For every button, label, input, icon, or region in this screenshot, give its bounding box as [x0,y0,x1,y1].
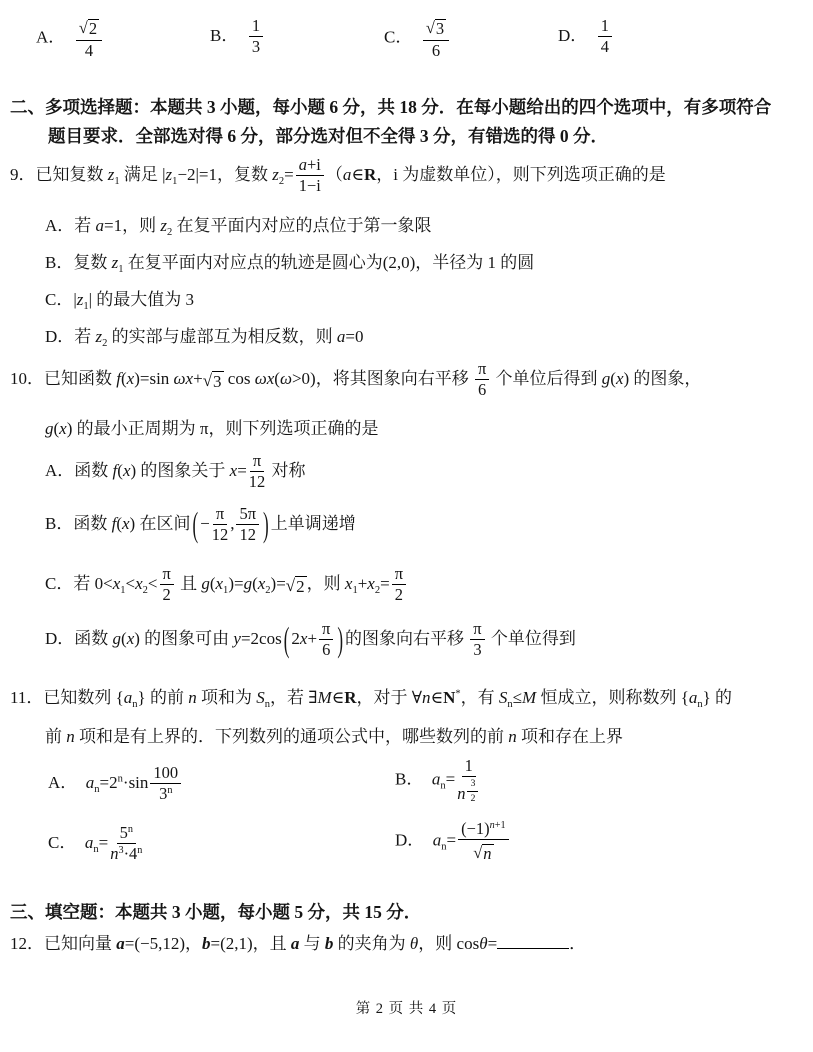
question9-option-a [45,214,432,239]
text-segment: B．函数 [45,513,112,533]
math-set-symbol: R [344,688,357,707]
text-segment: B．复数 [45,253,112,272]
math-set-symbol: R [363,164,377,184]
text-segment: π [252,451,262,470]
math-variable: z [272,164,279,184]
subscript: 1 [223,585,229,597]
text-segment: = [446,830,457,850]
math-variable: S [256,688,265,707]
text-segment: C．若 0< [45,573,113,593]
math-variable: ωx [173,368,194,388]
text-segment: 与 [299,933,325,953]
math-variable: z [111,253,119,272]
math-variable: f [116,368,121,388]
text-segment: B． [210,25,247,45]
math-fraction [296,156,324,196]
text-segment: 的夹角为 [333,933,410,953]
math-fraction [598,17,612,57]
big-paren: ( [283,620,290,660]
math-variable: x [59,419,67,438]
superscript: n [137,845,143,857]
text-segment: C． [48,832,85,852]
text-segment: 对称 [267,460,306,480]
math-fraction [423,17,449,60]
text-segment: +i [307,155,321,174]
subscript: n [93,844,99,856]
text-segment: 1 [464,756,473,775]
math-variable: n [489,819,495,831]
math-variable: x [367,573,375,593]
text-segment: ( [116,513,122,533]
text-segment: + [193,368,203,388]
question11-option-a [48,764,183,804]
subscript: 2 [278,176,285,188]
text-segment: A．函数 [45,460,113,480]
math-variable: z [76,290,84,309]
subscript: 1 [172,176,178,188]
subscript: n [507,699,513,711]
text-segment: ( [209,573,216,593]
math-variable: a [85,772,95,792]
question10-option-a [45,452,306,492]
subscript: n [132,699,138,711]
text-segment: ·sin [122,772,149,792]
subscript: 2 [374,585,381,597]
section3-header: 三、填空题：本题共 3 小题，每小题 5 分，共 15 分． [10,902,422,922]
text-segment: ，i 为虚数单位），则下列选项正确的是 [376,164,666,184]
question9-stem [10,156,666,196]
text-segment: 1 [251,16,261,35]
text-segment: D．若 [45,327,96,346]
math-variable: g [112,628,122,648]
vector-symbol: b [202,933,211,953]
text-segment: C． [384,27,421,47]
math-variable: a [84,832,94,852]
text-segment: 5π [239,504,257,523]
math-variable: a [123,688,133,707]
text-segment: 100 [153,763,179,782]
text-segment: 6 [478,380,487,400]
question9-option-c [45,288,194,313]
text-segment: ) 的最小正周期为 π，则下列选项正确的是 [66,419,379,438]
vector-symbol: a [116,933,125,953]
question10-option-c [45,565,408,605]
text-segment: ) 的图象， [623,368,702,388]
text-segment: 项和为 [196,688,257,707]
math-variable: x [112,573,121,593]
text-segment: =(−5,12)， [124,933,202,953]
text-segment: 3 [470,778,476,790]
text-segment: (−1) [461,819,490,838]
sqrt-radical: √ 3 [202,371,222,392]
text-segment: 2 [291,628,300,648]
text-segment: )=sin [134,368,174,388]
math-variable: x [615,368,624,388]
math-variable: n [110,844,119,864]
text-segment: ( [610,368,616,388]
text-segment: C．| [45,290,77,309]
math-variable: a [298,155,307,174]
text-segment: ，对于 ∀ [356,688,423,707]
text-segment: A． [48,772,86,792]
text-segment: 4 [84,40,94,60]
sqrt-radical: √ 3 [425,18,445,39]
text-segment: A． [36,27,74,47]
text-segment: 个单位后得到 [491,368,602,388]
question10-option-d [45,620,576,660]
text-segment: 且 [175,573,202,593]
math-variable: x [215,573,224,593]
math-variable: n [188,688,197,707]
text-segment: =1，则 [104,216,161,235]
math-variable: ωx [254,368,275,388]
subscript: n [94,784,100,796]
text-segment: ≤ [512,688,523,707]
text-segment: D． [395,830,433,850]
math-variable: z [95,327,103,346]
text-segment: 2 [88,19,98,39]
section2-header-line1: 二、多项选择题：本题共 3 小题，每小题 6 分，共 18 分．在每小题给出的四个选项中，有多项符合 [10,97,772,117]
math-fraction [76,17,102,60]
question9-option-d [45,325,364,350]
text-segment: 在复平面内对应点的轨迹是圆心为(2,0)，半径为 1 的圆 [123,253,535,272]
math-variable: S [498,688,508,707]
math-variable: θ [409,933,419,953]
question8-option-d [558,17,614,57]
math-fraction [467,778,478,803]
math-variable: a [431,769,441,789]
subscript: 1 [120,585,126,597]
text-segment: ( [117,460,123,480]
text-segment: D． [558,25,596,45]
sqrt-radical: √ 2 [78,18,98,39]
math-variable: z [107,164,115,184]
question11-option-d [395,820,511,863]
math-fraction [150,764,181,804]
question8-option-a [36,17,104,60]
sqrt-radical: √ 2 [285,576,305,597]
question9-option-b [45,251,534,276]
math-fraction [457,757,480,804]
text-segment: = [237,460,247,480]
math-variable: x [299,628,308,648]
math-variable: x [122,513,130,533]
big-paren: ) [263,505,269,545]
text-segment: π [322,619,331,638]
text-segment: =0 [345,327,364,346]
text-segment: ，则 [306,573,345,593]
subscript: n [264,699,270,711]
text-segment: π [215,504,225,523]
text-segment: ·4 [123,844,138,864]
question11-option-b [395,757,482,804]
subscript: n [440,780,446,792]
math-variable: g [243,573,253,593]
subscript: 1 [118,264,124,276]
text-segment: ∈ [351,164,364,184]
text-segment: = [445,769,456,789]
text-segment: 满足 | [119,164,166,184]
text-segment: + [357,573,368,593]
big-paren: ( [192,505,199,545]
text-segment: =2 [99,772,118,792]
subscript: n [441,841,447,853]
text-segment: ( [252,573,258,593]
text-segment: < [147,573,158,593]
text-segment: （ [325,164,343,184]
math-variable: f [111,513,117,533]
text-segment: ，若 ∃ [269,688,318,707]
question10-stem-line2 [45,417,378,442]
text-segment: 在复平面内对应的点位于第一象限 [172,216,432,235]
page-footer: 第 2 页 共 4 页 [355,1001,458,1017]
text-segment: = [380,573,390,593]
text-segment: 上单调递增 [270,513,356,533]
text-segment: 前 [45,727,67,746]
text-segment: −2|=1，复数 [177,164,273,184]
math-variable: g [45,419,54,438]
math-fraction [392,565,406,605]
question12-stem [10,930,586,956]
superscript: n [117,773,123,785]
text-segment: 3 [435,19,445,39]
text-segment: 2 [470,792,476,804]
vector-symbol: a [290,933,300,953]
text-segment: + [307,628,318,648]
text-segment: 3 [159,784,168,804]
text-segment: π [477,359,487,378]
text-segment: 12 [211,525,229,545]
text-segment: 11．已知数列 { [10,688,124,707]
text-segment: =2cos [240,628,282,648]
text-segment: B． [395,769,432,789]
text-segment: 项和存在上界 [516,727,623,746]
math-variable: g [601,368,611,388]
text-segment: ( [120,368,127,388]
math-variable: n [483,843,492,863]
text-segment: = [284,164,294,184]
text-segment: 12．已知向量 [10,933,117,953]
text-segment: ) 的图象可由 [134,628,234,648]
sqrt-radical: √ n [473,842,492,863]
text-segment: A．若 [45,216,96,235]
text-segment: 个单位得到 [486,628,576,648]
text-segment: 5 [119,823,128,842]
superscript: 3 [118,845,124,857]
subscript: 2 [142,585,148,597]
math-variable: x [257,573,266,593]
math-fraction [249,452,265,492]
math-variable: a [342,164,352,184]
math-variable: x [135,573,143,593]
text-segment: ∈ [331,688,345,707]
text-segment: = [98,832,109,852]
math-variable: a [432,830,442,850]
math-variable: x [229,460,238,480]
text-segment: D．函数 [45,628,113,648]
math-variable: θ [479,933,488,953]
text-segment: ( [274,368,280,388]
text-segment: 3 [251,37,261,57]
math-variable: n [422,688,431,707]
math-variable: ω [279,368,292,388]
text-segment: 6 [431,40,441,60]
math-set-symbol: N [443,688,456,707]
text-segment: 10．已知函数 [10,368,117,388]
text-segment: 的实部与虚部互为相反数，则 [107,327,337,346]
math-variable: x [122,460,131,480]
text-segment: 2 [394,585,403,605]
subscript: 1 [352,585,358,597]
subscript: n [697,699,703,711]
math-fraction [319,620,333,660]
math-variable: x [344,573,353,593]
superscript [465,778,480,804]
text-segment: ) 的图象关于 [130,460,230,480]
math-variable: n [66,727,75,746]
text-segment: 1−i [298,176,321,196]
big-paren: ) [337,620,344,660]
math-fraction [458,820,509,863]
text-segment: ) 在区间 [129,513,191,533]
math-variable: g [201,573,210,593]
question10-option-b [45,505,356,545]
text-segment: =(2,1)，且 [210,933,291,953]
subscript: 2 [167,227,173,239]
text-segment: − [200,513,210,533]
text-segment: = [487,933,498,953]
text-segment: 9．已知复数 [10,164,108,184]
question8-option-b [210,17,265,57]
question11-option-c [48,824,144,864]
text-segment: ，有 [460,688,499,707]
subscript: 1 [83,301,89,313]
text-segment: )= [270,573,286,593]
text-segment: >0)，将其图象向右平移 [291,368,473,388]
text-segment: 的图象向右平移 [345,628,469,648]
math-fraction [249,17,263,57]
text-segment: } 的 [702,688,733,707]
text-segment: < [125,573,136,593]
math-variable: a [336,327,346,346]
text-segment: +1 [494,819,506,831]
math-variable: M [522,688,537,707]
text-segment: 3 [213,372,222,392]
text-segment: 恒成立，则称数列 { [536,688,689,707]
text-segment: 2 [162,585,171,605]
math-variable: z [160,216,167,235]
text-segment: | 的最大值为 3 [88,290,195,309]
text-segment: 12 [248,472,266,492]
math-variable: n [457,784,466,804]
math-variable: x [126,628,135,648]
text-segment: ( [53,419,60,438]
text-segment: ，则 cos [418,933,480,953]
math-fraction [212,505,228,545]
superscript [490,820,506,831]
text-segment: π [162,564,171,583]
text-segment: , [230,513,235,533]
question8-option-c [384,17,451,60]
math-variable: a [688,688,698,707]
text-segment: )= [228,573,244,593]
math-variable: z [165,164,173,184]
text-segment: 3 [473,640,482,660]
math-fraction [110,824,142,864]
text-segment: π [473,619,482,638]
text-segment: ∈ [430,688,444,707]
math-variable: y [233,628,241,648]
text-segment: 1 [600,16,610,35]
subscript: 2 [265,585,271,597]
math-fraction [236,505,259,545]
text-segment: 项和是有上界的．下列数列的通项公式中，哪些数列的前 [74,727,509,746]
text-segment: 6 [322,640,331,660]
vector-symbol: b [324,933,334,953]
superscript: n [167,785,173,797]
superscript: * [455,688,461,700]
text-segment: } 的前 [137,688,189,707]
math-variable: f [112,460,118,480]
math-fraction [470,620,484,660]
math-variable: n [508,727,517,746]
math-variable: a [95,216,105,235]
answer-blank [497,930,569,949]
subscript: 1 [114,176,120,188]
text-segment: π [394,564,404,583]
text-segment: 12 [239,525,256,545]
text-segment: 2 [296,577,305,597]
math-variable: M [317,688,332,707]
question10-stem-line1 [10,360,701,400]
subscript: 2 [102,338,108,350]
section2-header-line2: 题目要求．全部选对得 6 分，部分选对但不全得 3 分，有错选的得 0 分． [48,126,608,146]
text-segment: ． [569,933,587,953]
superscript: n [127,823,133,835]
text-segment: ( [121,628,127,648]
question11-stem-line1 [10,686,732,711]
math-fraction [475,360,489,400]
text-segment: 4 [600,37,610,57]
math-fraction [160,565,174,605]
math-variable: x [126,368,135,388]
question11-stem-line2 [45,725,623,750]
text-segment: cos [223,368,255,388]
